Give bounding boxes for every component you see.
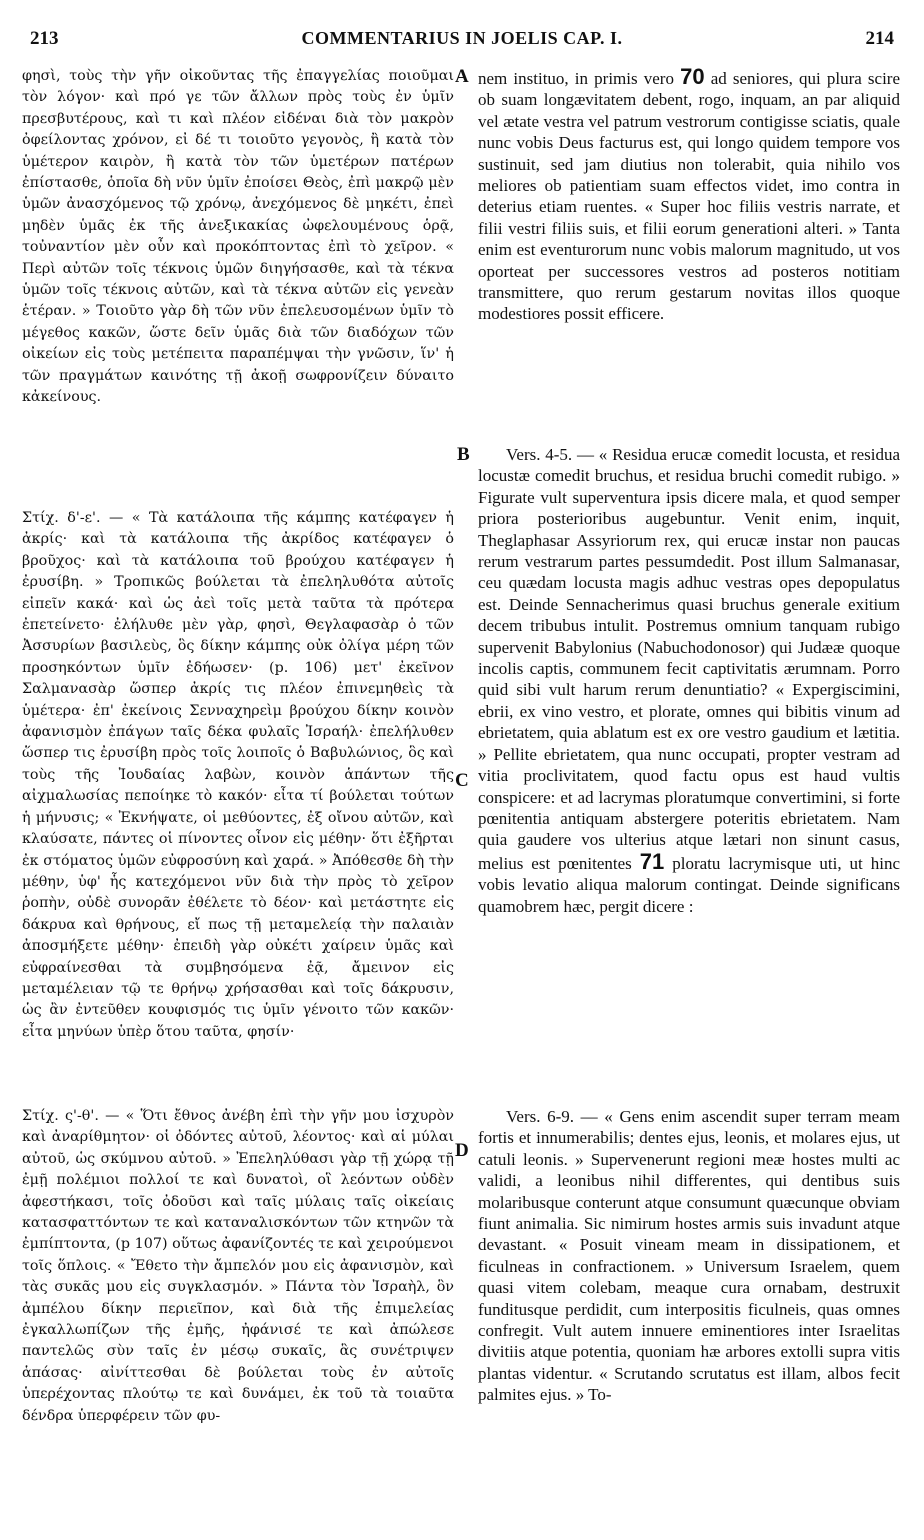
- latin-paragraph-1b: ad seniores, qui plura scire ob suam longævitatem debent, rogo, inquam, an par aliquid vel ætate vestra vel patrum vestrorum contigisse sciatis, quale nunc vobis Deus facturus est, qui longo quidem tempore vos sustinuit, sed jam diutius non tolerabit, quia nihilo vos meliores ob patientiam suam effectos videt, imo contra in deterius etiam ruentes. « Super hoc filiis vestris narrate, et filii vestri filiis suis, et filii eorum generationi alteri. » Tanta enim est eventurorum nunc vobis malorum magnitudo, ut vos oporteat per successores vestros ad posteros notitiam transmittere, quo rerum gestarum novitas illos quoque modestiores possit efficere.: [478, 69, 900, 324]
- latin-section-vers-4-5: [478, 444, 900, 917]
- greek-section-vers-6-9: [22, 1106, 454, 1427]
- greek-section-vers-4-5: [22, 508, 454, 1043]
- latin-paragraph-2a: Vers. 4-5. — « Residua erucæ comedit locusta, et residua locustæ comedit bruchus, et residua bruchi comedit rubigo. » Figurate vult superventura ipsis dicere mala, et quod semper priora posterioribus augebuntur. Venit enim, inquit, Theglaphasar Assyriorum rex, qui erucæ instar non paucas rerum vestrarum partes pessumdedit. Post illum Salmanasar, ceu quædam locusta magis adhuc vestras opes depopulatus est. Deinde Sennacherimus quasi bruchus generale exitium decem tribubus intulit. Postremus omnium tanquam rubigo supervenit Babylonius (Nabuchodonosor) qui Judææ quoque incolis captis, communem fecit captivitatis ærumnam. Porro quid sibi vult harum rerum denuntiatio? « Expergiscimini, ebrii, ex vino vestro, et plorate, omnes qui bibitis vinum ad ebrietatem, quia ablatum est ex ore vestro gaudium et lætitia. » Pellite ebrietatem, qua nunc occupati, propter vestram ad vitia proclivitatem, quod factu opus est haud vultis conspicere: et ad lacrymas ploratumque convertimini, si forte pœnitentia antiquam abstergere poteritis ebrietatem. Nam quia gaudere vos ulterius atque lætari non sinunt casus, melius est pœnitentes: [478, 445, 900, 873]
- greek-paragraph-1: φησὶ, τοὺς τὴν γῆν οἰκοῦντας τῆς ἐπαγγελίας ποιοῦμαι τὸν λόγον· καὶ πρό γε τῶν ἄλλων πρὸς τοὺς ἐν ὑμῖν πρεσβυτέρους, καὶ τι καὶ πλέον εἰδέναι διὰ τὸν μακρὸν ὀφείλοντας χρόνον, εἰ δέ τι τοιοῦτο γεγονὸς, ἢ κατὰ τὸν ὑμέτερον καιρὸν, ἢ κατὰ τὸν τῶν ὑμετέρων πατέρων ἐπίστασθε, ὁποῖα δὴ νῦν ὑμῖν ἐποίσει Θεὸς, ἐπὶ μακρῷ μὲν ὑμῶν ἀνασχόμενος τῷ χρόνῳ, ἀνεχόμενος δὲ μηκέτι, ἐπεὶ μηδὲν ὑμᾶς ἐκ τῆς ἀνεξικακίας ὠφελουμένους ὁρᾷ, τοὐναντίον μὲν οὖν καὶ προκόπτοντας ἐπὶ τὸ χεῖρον. « Περὶ αὐτῶν τοῖς τέκνοις ὑμῶν διηγήσασθε, καὶ τὰ τέκνα ὑμῶν τοῖς τέκνοις αὐτῶν, καὶ τὰ τέκνα αὐτῶν εἰς γενεὰν ἑτέραν. » Τοιοῦτο γὰρ δὴ τῶν νῦν ἐπελευσομένων ὑμῖν τὸ μέγεθος κακῶν, ὥστε δεῖν ὑμᾶς διὰ τῶν διαδόχων τῶν οἰκείων εἰς τοὺς μετέπειτα παραπέμψαι τὴν γνῶσιν, ἵν' ἡ τῶν πραγμάτων καινότης τῇ ἀκοῇ σωφρονίζειν δύναιτο κἀκείνους.: [22, 68, 454, 406]
- latin-paragraph-1: [478, 66, 900, 325]
- latin-section-intro: [478, 66, 900, 325]
- margin-marker-b: B: [457, 444, 470, 465]
- margin-marker-d: D: [455, 1140, 469, 1161]
- latin-paragraph-1a: nem instituo, in primis vero: [478, 69, 674, 88]
- margin-marker-a: A: [455, 66, 469, 87]
- latin-column: [478, 66, 900, 1530]
- greek-paragraph-2: Στίχ. δ'-ε'. — « Τὰ κατάλοιπα τῆς κάμπης κατέφαγεν ἡ ἀκρίς· καὶ τὰ κατάλοιπα τῆς ἀκρίδος κατέφαγεν ὁ βροῦχος· καὶ τὰ κατάλοιπα τοῦ βρούχου κατέφαγεν ἡ ἐρυσίβη. » Τροπικῶς βούλεται τὰ ἐπεληλυθότα αὐτοῖς εἰπεῖν κακά· καὶ ὡς ἀεὶ τοῖς μετὰ ταῦτα τὰ πρότερα ἐπετείνετο· ἐλήλυθε μὲν γὰρ, φησὶ, Θεγλαφασὰρ ὁ τῶν Ἀσσυρίων βασιλεὺς, ὃς δίκην κάμπης οὐκ ὀλίγα μέρη τῶν προσηκόντων ὑμῖν ἐδήωσεν· (p. 106) μετ' ἐκεῖνον Σαλμανασὰρ ὥσπερ ἀκρίς τις πλέον ἐπινεμηθεὶς τὰ ὑμέτερα· ἐπ' ἐκείνοις Σενναχηρεὶμ βρούχου δίκην κοινὸν ἀφανισμὸν ἐπάγων ταῖς δέκα φυλαῖς Ἰσραήλ· ἐπελήλυθεν ὥσπερ τις ἐρυσίβη πρὸς τοῖς λοιποῖς ὁ Βαβυλώνιος, ὃς καὶ τοὺς τῆς Ἰουδαίας λαβὼν, κοινὸν ἁπάντων τῆς αἰχμαλωσίας πεποίηκε τὸ κακόν· εἶτα τί βούλεται τούτων ἡ μήνυσις; « Ἐκνήψατε, οἱ μεθύοντες, ἐξ οἴνου αὐτῶν, καὶ κλαύσατε, πάντες οἱ πίνοντες οἶνον εἰς μέθην· ὅτι ἐξῆρται ἐκ στόματος ὑμῶν εὐφροσύνη καὶ χαρά. » Ἀπόθεσθε δὴ τὴν μέθην, ὑφ' ἧς κατεχόμενοι νῦν διὰ τὴν πρὸς τὸ χεῖρον ῥοπὴν, οὐδὲ συνορᾶν ἐθέλετε τὸ δέον· καὶ μετάστητε εἰς δάκρυα καὶ θρήνους, εἴ πως τῇ μεταμελείᾳ τὴν παλαιὰν ἀποσμήξετε μέθην· ἐπειδὴ γὰρ οὐκέτι χαίρειν ὑμᾶς καὶ εὐφραίνεσθαι τὰ συμβησόμενα ἐᾷ, ἄμεινον εἰς μεταμέλειαν τῷ τε θρήνῳ χρήσασθαι καὶ τοῖς δάκρυσιν, ὡς ἂν ἐντεῦθεν κουφισμός τις ὑμῖν γένοιτο τῶν κακῶν· εἶτα μηνύων ὑπὲρ ὅτου ταῦτα, φησίν·: [22, 510, 454, 1040]
- greek-paragraph-3: Στίχ. ς'-θ'. — « Ὅτι ἔθνος ἀνέβη ἐπὶ τὴν γῆν μου ἰσχυρὸν καὶ ἀναρίθμητον· οἱ ὀδόντες αὐτοῦ, λέοντος· καὶ αἱ μύλαι αὐτοῦ, ὡς σκύμνου αὐτοῦ. » Ἐπεληλύθασι γὰρ τῇ χώρᾳ τῇ ἐμῇ πολέμιοι πολλοί τε καὶ δυνατοὶ, οἳ λεόντων οὐδὲν ἀφεστήκασι, τοῖς ὀδοῦσι καὶ ταῖς μύλαις ταῖς οἰκείαις κατασφαττόντων τε καὶ καταναλισκόντων τῶν κτηνῶν τὰ ἐμπίπτοντα, (p 107) οὕτως ἀφανίζοντές τε καὶ χειρούμενοι τοῖς ὅπλοις. « Ἔθετο τὴν ἄμπελόν μου εἰς ἀφανισμὸν, καὶ τὰς συκᾶς μου εἰς συγκλασμόν. » Πάντα τὸν Ἰσραὴλ, ὃν ἀμπέλου δίκην περιεῖπον, καὶ διὰ τῆς ἐπιμελείας ἐγκαλλωπίζων τῆς ἐμῆς, ἠφάνισέ τε καὶ ἀπώλεσε παντελῶς σὺν ταῖς ἐν μέσῳ συκαῖς, ἃς συνέτριψεν ἁπάσας· αἰνίττεσθαι δὲ βούλεται τοὺς ἐν αὐτοῖς ὑπερέχοντας πλούτῳ τε καὶ δυνάμει, ἐκ τοῦ τὰ τοιαῦτα δένδρα ὑπερφέρειν τῶν φυ-: [22, 1108, 454, 1424]
- greek-column: [22, 66, 454, 1530]
- latin-paragraph-2b: ploratu lacrymisque uti, ut hinc vobis levatio aliqua malorum contingat. Deinde significans quamobrem hæc, pergit dicere :: [478, 853, 900, 916]
- column-number-71: 71: [639, 848, 665, 874]
- running-title: COMMENTARIUS IN JOELIS CAP. I.: [301, 28, 623, 48]
- margin-marker-c: C: [455, 770, 469, 791]
- page-number-left: 213: [30, 28, 59, 49]
- latin-paragraph-3: [478, 1106, 900, 1406]
- page-number-right: 214: [865, 28, 894, 49]
- latin-section-vers-6-9: [478, 1106, 900, 1406]
- latin-paragraph-3-text: Vers. 6-9. — « Gens enim ascendit super terram meam fortis et innumerabilis; dentes ejus, leonis, et molares ejus, ut catuli leonis. » Supervenerunt regioni meæ hostes multi ac validi, a leonibus nihil differentes, qui dentibus suis molaribusque conterunt atque consumunt quæcunque obviam fiunt animalia. Sic nimirum hostes armis suis invadunt atque devastant. « Posuit vineam meam in dissipationem, et ficulneas in confractionem. » Universum Israelem, quem quasi vitem colebam, meaque cura ornabam, destruxit funditusque perdidit, cum interpositis ficulneis, quas omnes confregit. Vult autem innuere eminentiores inter Israelitas divitiis atque potentia, quoniam hæ arbores extolli supra vitis plantas videntur. « Scrutando scrutatus est illam, albos fecit palmites ejus. » To-: [478, 1107, 900, 1405]
- column-number-70: 70: [680, 66, 705, 89]
- running-header: [30, 28, 894, 54]
- latin-paragraph-2: [478, 444, 900, 917]
